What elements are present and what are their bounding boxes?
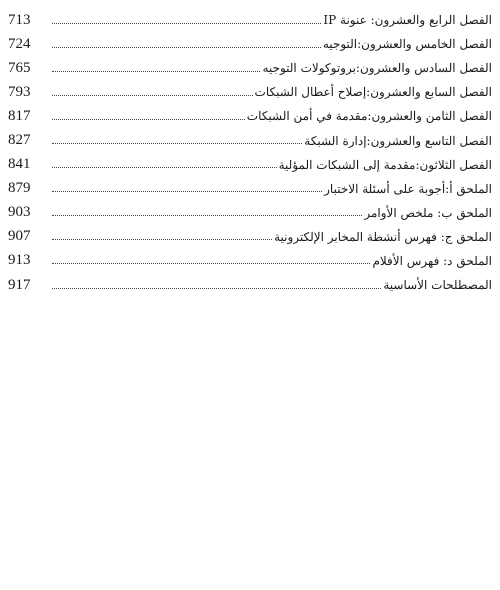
toc-page-number: 841 bbox=[8, 156, 31, 173]
toc-page-number: 817 bbox=[8, 107, 31, 124]
toc-page-number: 827 bbox=[8, 132, 31, 149]
toc-page-number: 913 bbox=[8, 252, 31, 269]
toc-entry-title: الفصل الرابع والعشرون: عنونة IP bbox=[323, 13, 492, 28]
toc-row bbox=[8, 177, 492, 201]
toc-dot-leader bbox=[52, 95, 253, 96]
toc-row bbox=[8, 104, 492, 128]
toc-dot-leader bbox=[52, 288, 381, 289]
toc-row bbox=[8, 153, 492, 177]
toc-entry-title: الفصل السادس والعشرون:بروتوكولات التوجيه bbox=[262, 61, 492, 76]
toc-row bbox=[8, 80, 492, 104]
toc-page-number: 917 bbox=[8, 276, 31, 293]
toc-page-number: 713 bbox=[8, 11, 31, 28]
toc-page-number: 724 bbox=[8, 35, 31, 52]
toc-page-number: 879 bbox=[8, 180, 31, 197]
toc-row bbox=[8, 201, 492, 225]
toc-row bbox=[8, 8, 492, 32]
toc-dot-leader bbox=[52, 23, 321, 24]
toc-entry-title: الملحق ب: ملخص الأوامر bbox=[364, 205, 492, 220]
toc-dot-leader bbox=[52, 215, 362, 216]
toc-page-number: 903 bbox=[8, 204, 31, 221]
table-of-contents bbox=[8, 8, 492, 297]
toc-dot-leader bbox=[52, 239, 272, 240]
toc-entry-title: الفصل الثلاثون:مقدمة إلى الشبكات المؤلية bbox=[278, 157, 492, 172]
toc-page-number: 765 bbox=[8, 59, 31, 76]
toc-entry-title: الملحق د: فهرس الأفلام bbox=[372, 253, 492, 268]
toc-row bbox=[8, 56, 492, 80]
toc-dot-leader bbox=[52, 167, 277, 168]
toc-row bbox=[8, 249, 492, 273]
toc-entry-title: الملحق ج: فهرس أنشطة المخابر الإلكترونية bbox=[274, 229, 492, 244]
toc-row bbox=[8, 273, 492, 297]
toc-dot-leader bbox=[52, 143, 302, 144]
toc-dot-leader bbox=[52, 119, 245, 120]
toc-dot-leader bbox=[52, 263, 370, 264]
toc-entry-title: الملحق أ:أجوبة على أسئلة الاختبار bbox=[324, 181, 492, 196]
toc-entry-title: الفصل الخامس والعشرون:التوجيه bbox=[322, 37, 492, 52]
toc-row bbox=[8, 32, 492, 56]
toc-entry-title: الفصل التاسع والعشرون:إدارة الشبكة bbox=[304, 133, 492, 148]
toc-dot-leader bbox=[52, 47, 321, 48]
toc-page-number: 793 bbox=[8, 83, 31, 100]
toc-entry-title: الفصل الثامن والعشرون:مقدمة في أمن الشبكات bbox=[246, 109, 492, 124]
toc-row bbox=[8, 225, 492, 249]
toc-dot-leader bbox=[52, 71, 260, 72]
toc-entry-title: الفصل السابع والعشرون:إصلاح أعطال الشبكات bbox=[254, 85, 492, 100]
toc-dot-leader bbox=[52, 191, 322, 192]
toc-row bbox=[8, 128, 492, 152]
toc-page-number: 907 bbox=[8, 228, 31, 245]
toc-entry-title: المصطلحات الأساسية bbox=[383, 278, 492, 293]
